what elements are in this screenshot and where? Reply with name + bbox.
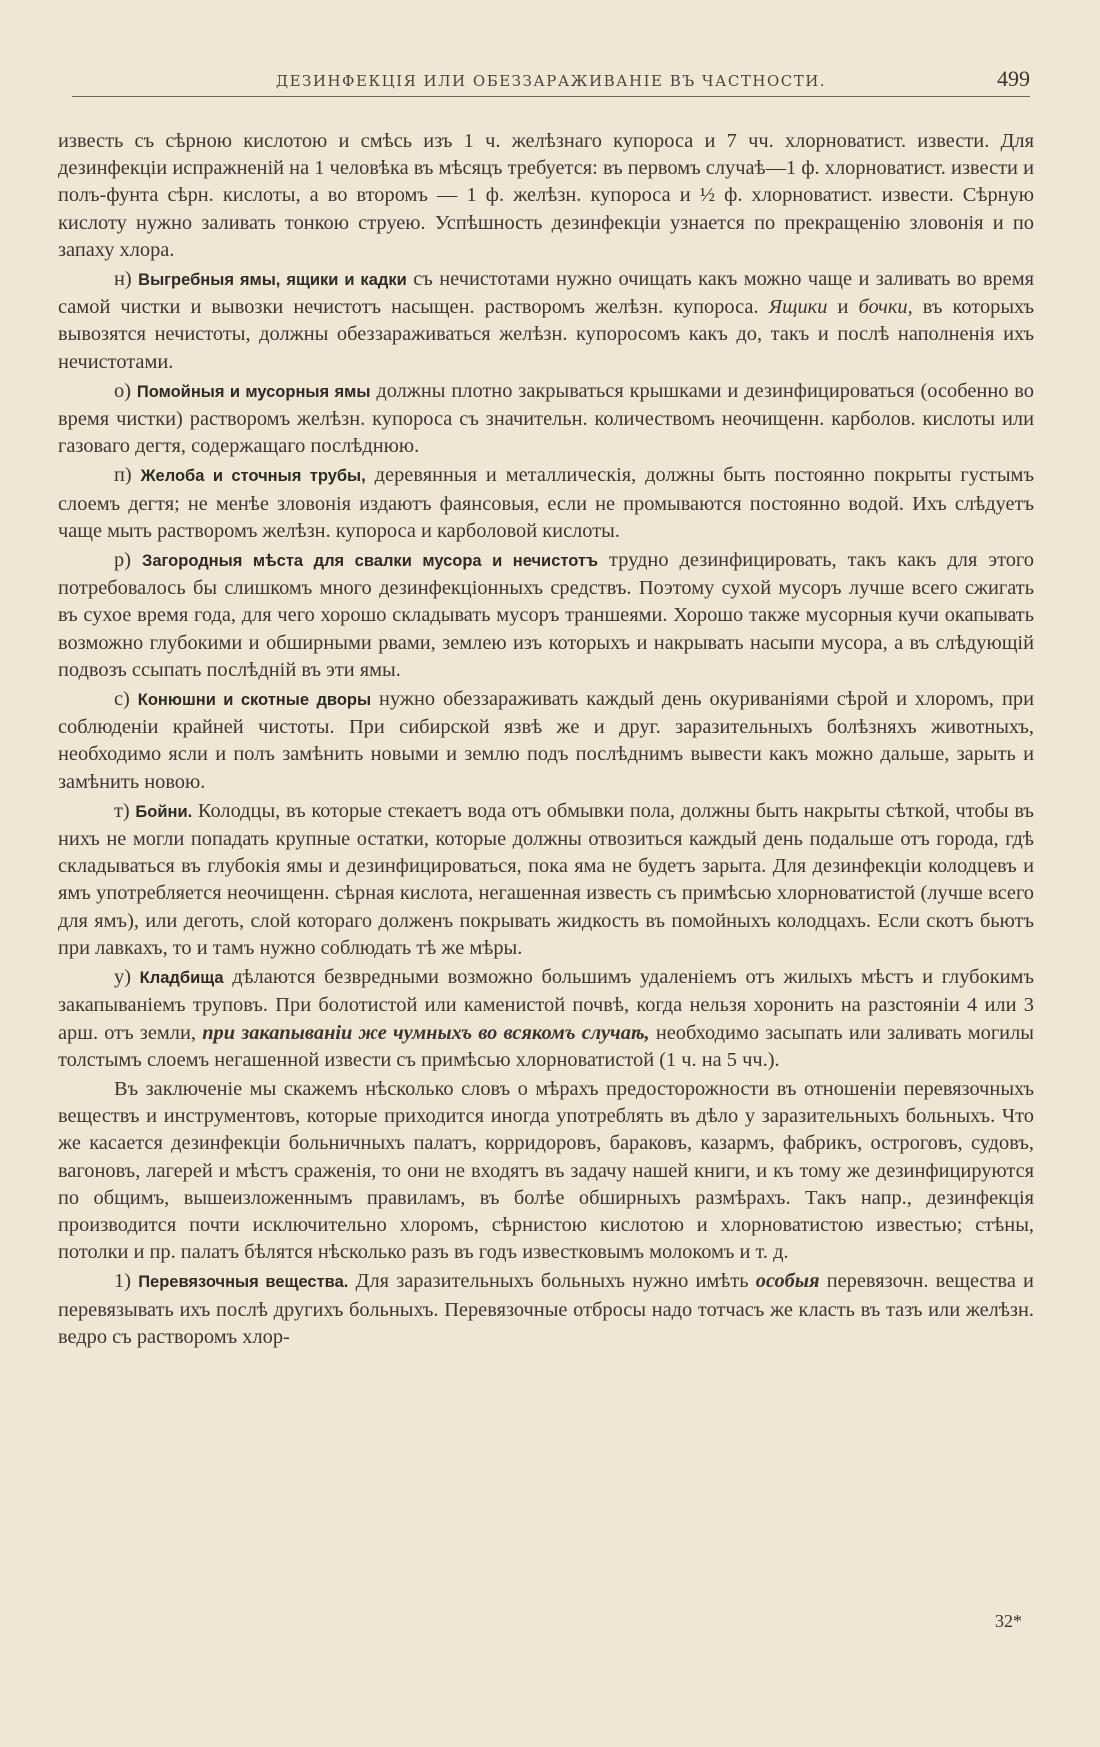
body-text [58, 128, 1034, 1353]
item-heading: Желоба и сточныя трубы, [140, 467, 366, 486]
italic-text: бочки, [858, 296, 913, 319]
item-letter: т) [114, 799, 130, 822]
paragraph-item-n [58, 266, 1034, 376]
paragraph-item-t [58, 798, 1034, 962]
paragraph-item-u [58, 964, 1034, 1074]
item-heading: Бойни. [135, 802, 193, 821]
paragraph-text: трудно дезинфицировать, такъ какъ для этого потребовалось бы слишкомъ много дезинфекціонныхъ средствъ. Поэтому сухой мусоръ лучше всего сжигать въ сухое время года, для чего хорошо складывать мусоръ траншеями. Хорошо также мусорныя кучи окапывать возможно глубокими и обширными рвами, землею изъ которыхъ и накрывать насыпи мусора, а въ слѣдующій подвозъ ссыпать послѣдній въ эти ямы. [58, 549, 1034, 681]
item-letter: о) [114, 379, 131, 402]
paragraph-text: должны плотно закрываться крышками и дезинфицироваться (особенно во время чистки) растворомъ желѣзн. купороса съ значительн. количествомъ неочищенн. карболов. кислоты или газоваго дегтя, содержащаго послѣднюю. [58, 379, 1034, 458]
paragraph-item-p [58, 462, 1034, 545]
page-header [72, 62, 1030, 97]
paragraph-text: въ которыхъ вывозятся нечистоты, должны обеззараживаться желѣзн. купоросомъ какъ до, такъ и послѣ наполненія ихъ нечистотами. [58, 296, 1035, 373]
paragraph-text: Колодцы, въ которые стекаетъ вода отъ обмывки пола, должны быть накрыты сѣткой, чтобы въ нихъ не могли попадать крупные остатки, которые должны отвозиться каждый день подальше отъ города, гдѣ складываться въ глубокія ямы и дезинфицироваться, пока яма не будетъ зарыта. Для дезинфекціи колодцевъ и ямъ употребляется неочищенн. сѣрная кислота, негашенная известь съ примѣсью хлорноватистой (лучше всего для ямъ), или деготь, слой котораго долженъ покрывать жидкость въ помойныхъ колодцахъ. Если скотъ бьютъ при лавкахъ, то и тамъ нужно соблюдать тѣ же мѣры. [58, 799, 1034, 959]
paragraph-text: перевязочн. вещества и перевязывать ихъ послѣ другихъ больныхъ. Перевязочные отбросы надо тотчасъ же класть въ тазъ или желѣзн. ведро съ растворомъ хлор- [58, 1270, 1034, 1348]
paragraph-text: Для заразительныхъ больныхъ нужно имѣть [355, 1270, 749, 1293]
item-number: 1) [114, 1270, 131, 1293]
paragraph-text: дѣлаются безвредными возможно большимъ удаленіемъ отъ жилыхъ мѣстъ и глубокимъ закапываніемъ труповъ. При болотистой или каменистой почвѣ, когда нельзя хоронить на разстояніи 4 или 3 арш. отъ земли, [58, 966, 1034, 1044]
item-letter: с) [114, 688, 130, 711]
paragraph-text: известь съ сѣрною кислотою и смѣсь изъ 1 ч. желѣзнаго купороса и 7 чч. хлорноватист. извести. Для дезинфекціи испражненій на 1 человѣка въ мѣсяцъ требуется: въ первомъ случаѣ—1 ф. хлорноватист. извести и полъ-фунта сѣрн. кислоты, а во второмъ — 1 ф. желѣзн. купороса и ½ ф. хлорноватист. извести. Сѣрную кислоту нужно заливать тонкою струею. Успѣшность дезинфекціи узнается по прекращенію зловонія и по запаху хлора. [58, 130, 1034, 261]
item-heading: Кладбища [139, 969, 224, 988]
bold-italic-text: при закапываніи же чумныхъ во всякомъ случаѣ, [202, 1021, 650, 1044]
paragraph-text: Въ заключеніе мы скажемъ нѣсколько словъ о мѣрахъ предосторожности въ отношеніи перевязочныхъ веществъ и инструментовъ, которые приходится иногда употреблять въ дѣло у заразительныхъ больныхъ. Что же касается дезинфекціи больничныхъ палатъ, корридоровъ, бараковъ, казармъ, фабрикъ, остроговъ, судовъ, вагоновъ, лагерей и мѣстъ сраженія, то они не входятъ въ задачу нашей книги, и къ тому же дезинфицируются по общимъ, вышеизложеннымъ правиламъ, въ болѣе обширныхъ размѣрахъ. Такъ напр., дезинфекція производится почти исключительно хлоромъ, сѣрнистою кислотою и хлорноватистою известью; стѣны, потолки и пр. палатъ бѣлятся нѣсколько разъ въ годъ известковымъ молокомъ и т. д. [58, 1077, 1034, 1264]
italic-text: Ящики [768, 296, 828, 319]
running-title: ДЕЗИНФЕКЦІЯ ИЛИ ОБЕЗЗАРАЖИВАНІЕ ВЪ ЧАСТНОСТИ. [275, 72, 827, 90]
printer-signature-mark: 32* [995, 1611, 1022, 1631]
item-letter: р) [114, 549, 131, 572]
paragraph-item-r [58, 547, 1034, 684]
paragraph-text: и [837, 296, 849, 319]
paragraph-text: необходимо засыпать или заливать могилы толстымъ слоемъ негашенной извести съ примѣсью хлорноватистой (1 ч. на 5 чч.). [58, 1021, 1034, 1071]
item-heading: Загородныя мѣста для свалки мусора и нечистотъ [142, 552, 599, 571]
paragraph-text: нужно обеззараживать каждый день окуриваніями сѣрой и хлоромъ, при соблюденіи крайней чистоты. При сибирской язвѣ же и друг. заразительныхъ болѣзняхъ животныхъ, необходимо ясли и полъ замѣнить новыми и землю подъ послѣднимъ вывести какъ можно дальше, зарыть и замѣнить новою. [58, 688, 1034, 793]
item-heading: Помойныя и мусорныя ямы [136, 382, 371, 401]
paragraph-text: деревянныя и металлическія, должны быть постоянно покрыты густымъ слоемъ дегтя; не менѣе зловонія издаютъ фаянсовыя, если не промываются постоянно водой. Ихъ слѣдуетъ чаще мыть растворомъ желѣзн. купороса и карболовой кислоты. [58, 464, 1034, 542]
item-heading: Перевязочныя вещества. [138, 1273, 349, 1292]
item-heading: Конюшни и скотные дворы [137, 691, 372, 710]
paragraph-item-s [58, 686, 1034, 796]
paragraph-item-1 [58, 1268, 1034, 1351]
item-letter: п) [114, 464, 132, 487]
paragraph-text: съ нечистотами нужно очищать какъ можно чаще и заливать во время самой чистки и вывозки нечистотъ насыщен. растворомъ желѣзн. купороса. [58, 268, 1034, 319]
item-letter: у) [114, 966, 131, 989]
paragraph [58, 128, 1034, 264]
page-number: 499 [997, 66, 1030, 91]
paragraph-item-o [58, 378, 1034, 461]
item-letter: н) [114, 268, 132, 291]
bold-italic-text: особыя [755, 1270, 820, 1293]
item-heading: Выгребныя ямы, ящики и кадки [138, 271, 407, 290]
paragraph [58, 1076, 1034, 1266]
